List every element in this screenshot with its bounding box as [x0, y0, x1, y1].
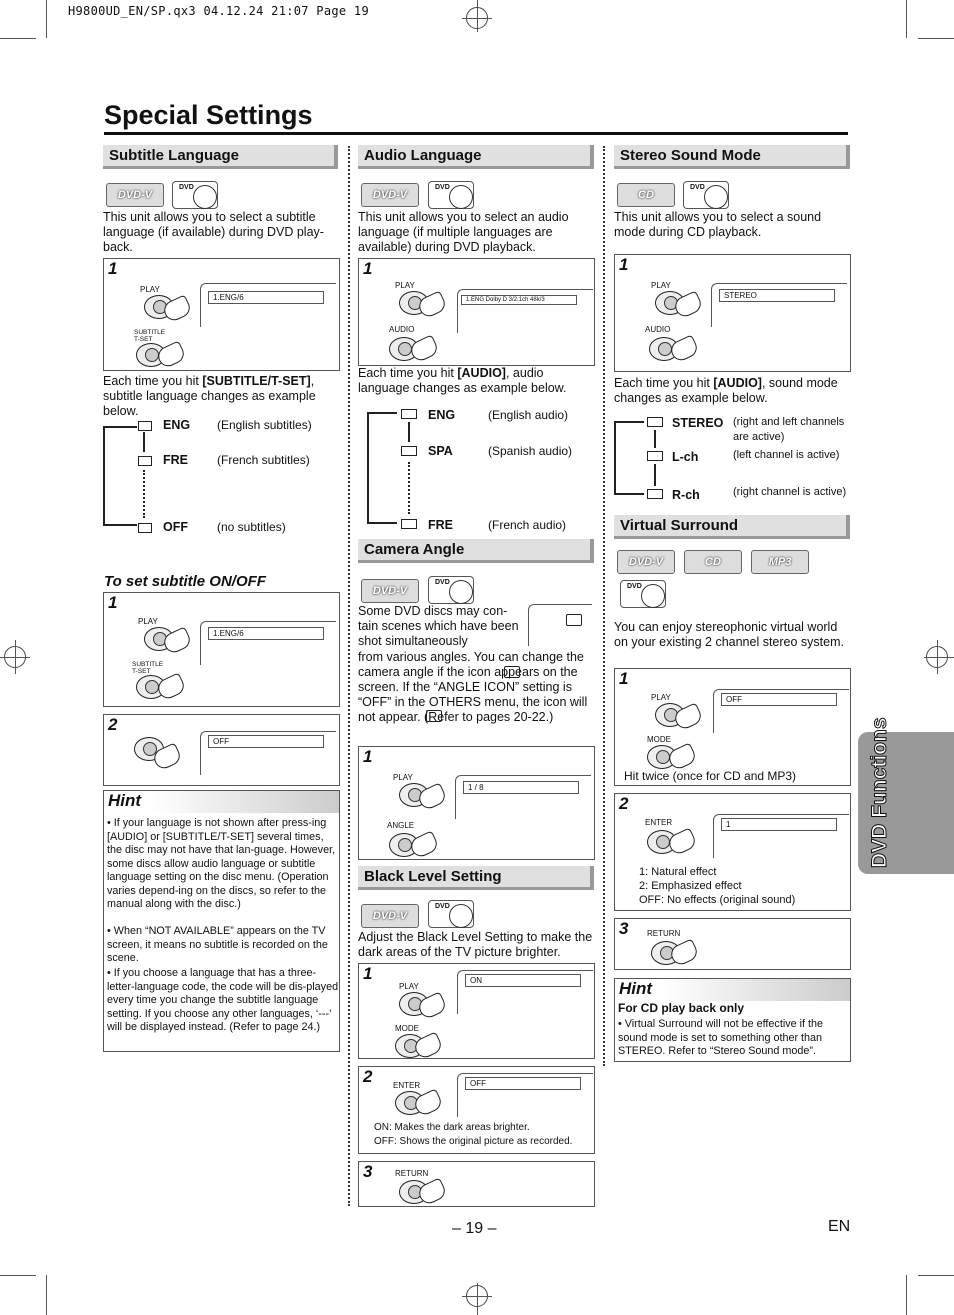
black-step2-panel [358, 1066, 595, 1154]
dvd-disc-icon: DVD [620, 580, 666, 608]
section-heading-virtual: Virtual Surround [614, 515, 850, 539]
note: 2: Emphasized effect [639, 880, 742, 892]
dvdv-badge: DVD-V [106, 183, 164, 207]
audio-label: AUDIO [389, 325, 415, 334]
camera-icon [426, 710, 442, 722]
camera-icon [566, 614, 582, 626]
virtual-step1-panel [614, 668, 851, 786]
tv-screen [200, 283, 336, 327]
dvd-disc-icon: DVD [428, 900, 474, 928]
audio-icon [647, 451, 663, 461]
camera-body: from various angles. You can change the camera angle if the icon appears on the screen. If the “ANGLE ICON” setting is “OFF” in the OTHERS menu, the icon will not appear. (Refer to pages 20-22.) [358, 650, 588, 724]
page-number: – 19 – [452, 1220, 497, 1237]
hint-title: Hint [104, 791, 339, 813]
step-number: 2 [108, 715, 118, 734]
osd-readout: 1 / 8 [463, 781, 579, 794]
audio-icon [401, 409, 417, 419]
subtitle-tset-label: SUBTITLE T-SET [132, 661, 164, 675]
play-label: PLAY [651, 693, 671, 702]
stereo-intro: This unit allows you to select a sound mode during CD playback. [614, 210, 822, 239]
continuation-dots [408, 462, 410, 514]
section-heading-stereo: Stereo Sound Mode [614, 145, 850, 169]
onoff-step1-panel [103, 592, 340, 707]
option-desc: (English audio) [488, 408, 569, 422]
osd-readout: OFF [721, 693, 837, 706]
note: ON: Makes the dark areas brighter. [374, 1122, 530, 1133]
note: Hit twice (once for CD and MP3) [624, 769, 797, 783]
osd-readout: 1.ENG/6 [208, 627, 324, 640]
note: OFF: Shows the original picture as recorded. [374, 1136, 573, 1147]
cd-badge: CD [684, 550, 742, 574]
tv-screen [528, 604, 592, 646]
camera-step1-panel [358, 746, 595, 860]
subtitle-hint-panel [103, 790, 340, 1052]
osd-readout: ON [465, 974, 581, 987]
option-code: ENG [428, 408, 456, 422]
hint-item: • If your language is not shown after press-ing [AUDIO] or [SUBTITLE/T-SET] several times, the disc may not have that lan-guage. However, some discs allow audio language or subtitle language setting on the disc menu. (Operation varies depend-ing on the discs, so refer to the manual along with the disc.) [107, 817, 336, 910]
step-number: 2 [619, 794, 629, 813]
enter-label: ENTER [645, 818, 673, 827]
option-code: STEREO [672, 416, 724, 430]
step-number: 1 [108, 593, 118, 612]
osd-readout: OFF [208, 735, 324, 748]
mode-label: MODE [647, 735, 671, 744]
dvd-disc-icon: DVD [683, 181, 729, 209]
virtual-step2-panel [614, 793, 851, 911]
section-heading-audio: Audio Language [358, 145, 594, 169]
osd-readout: OFF [465, 1077, 581, 1090]
hint-subtitle: For CD play back only [618, 1001, 745, 1015]
step-number: 1 [619, 669, 629, 688]
option-desc: (right and left channels are active) [733, 416, 845, 443]
title-rule [104, 132, 848, 135]
camera-icon [504, 666, 520, 678]
cd-badge: CD [617, 183, 675, 207]
virtual-step3-panel [614, 918, 851, 970]
down-arrow [654, 464, 656, 486]
dvdv-badge: DVD-V [361, 183, 419, 207]
option-desc: (no subtitles) [217, 520, 286, 534]
dvdv-badge: DVD-V [361, 904, 419, 928]
language-code: EN [828, 1218, 851, 1235]
dvd-disc-icon: DVD [428, 181, 474, 209]
option-code: SPA [428, 444, 453, 458]
cycle-arrow [614, 421, 644, 495]
play-label: PLAY [395, 281, 415, 290]
osd-readout: 1.ENG Dolby D 3/2.1ch 48k/3 [461, 295, 577, 305]
subtitle-intro: This unit allows you to select a subtitle language (if available) during DVD play-back. [103, 210, 324, 254]
hint-title: Hint [615, 979, 850, 1001]
option-code: FRE [428, 518, 453, 532]
option-desc: (French subtitles) [217, 453, 310, 467]
audio-icon [401, 446, 417, 456]
onoff-step2-panel [103, 714, 340, 786]
subtitle-tset-label: SUBTITLE T-SET [134, 329, 166, 343]
option-desc: (left channel is active) [733, 449, 840, 461]
option-code: R-ch [672, 488, 700, 502]
hint-item: • When “NOT AVAILABLE” appears on the TV screen, it means no subtitle is recorded on the scene. [107, 925, 328, 964]
virtual-intro: You can enjoy stereophonic virtual world on your existing 2 channel stereo system. [614, 620, 844, 649]
return-label: RETURN [647, 929, 681, 938]
dvdv-badge: DVD-V [617, 550, 675, 574]
continuation-dots [143, 470, 145, 518]
step-number: 3 [363, 1162, 373, 1181]
audio-label: AUDIO [645, 325, 671, 334]
audio-icon [647, 489, 663, 499]
black-step1-panel [358, 963, 595, 1059]
note: 1: Natural effect [639, 866, 717, 878]
play-label: PLAY [651, 281, 671, 290]
dvd-disc-icon: DVD [172, 181, 218, 209]
osd-readout: 1 [721, 818, 837, 831]
page-title: Special Settings [104, 100, 313, 130]
black-intro: Adjust the Black Level Setting to make the dark areas of the TV picture brighter. [358, 930, 593, 959]
mp3-badge: MP3 [751, 550, 809, 574]
subtitle-step1-panel [103, 258, 340, 371]
audio-step1-panel [358, 258, 595, 366]
option-desc: (English subtitles) [217, 418, 312, 432]
mode-label: MODE [395, 1024, 419, 1033]
osd-readout: 1.ENG/6 [208, 291, 324, 304]
section-heading-camera: Camera Angle [358, 539, 594, 563]
dvdv-badge: DVD-V [361, 579, 419, 603]
step-number: 1 [108, 259, 118, 278]
down-arrow [143, 432, 145, 452]
audio-icon [647, 417, 663, 427]
play-label: PLAY [399, 982, 419, 991]
play-label: PLAY [393, 773, 413, 782]
down-arrow [408, 422, 410, 442]
option-code: FRE [163, 453, 188, 467]
play-label: PLAY [138, 617, 158, 626]
dvd-disc-icon: DVD [428, 576, 474, 604]
step-number: 1 [363, 259, 373, 278]
step-number: 2 [363, 1067, 373, 1086]
option-desc: (French audio) [488, 518, 567, 532]
audio-icon [401, 519, 417, 529]
angle-label: ANGLE [387, 821, 415, 830]
stereo-step1-panel [614, 254, 851, 372]
stereo-body: Each time you hit [AUDIO], sound mode changes as example below. [614, 376, 838, 405]
step-number: 3 [619, 919, 629, 938]
option-desc: (right channel is active) [733, 486, 847, 498]
option-code: L-ch [672, 450, 699, 464]
camera-intro: Some DVD discs may con-tain scenes which have been shot simultaneously [358, 604, 519, 648]
virtual-hint-panel [614, 978, 851, 1062]
note: OFF: No effects (original sound) [639, 894, 796, 906]
audio-body: Each time you hit [AUDIO], audio language changes as example below. [358, 366, 567, 395]
step-number: 1 [363, 747, 373, 766]
subtitle-icon [138, 456, 152, 466]
enter-label: ENTER [393, 1081, 421, 1090]
audio-intro: This unit allows you to select an audio language (if multiple languages are available) during DVD playback. [358, 210, 569, 254]
column-divider [603, 146, 605, 1066]
option-desc: (Spanish audio) [488, 444, 573, 458]
return-label: RETURN [395, 1169, 429, 1178]
black-step3-panel [358, 1161, 595, 1207]
column-divider [348, 146, 350, 1206]
option-code: OFF [163, 520, 188, 534]
option-code: ENG [163, 418, 191, 432]
subtitle-icon [138, 523, 152, 533]
step-number: 1 [619, 255, 629, 274]
side-tab: DVD Functions [858, 732, 954, 874]
subtitle-icon [138, 421, 152, 431]
section-heading-subtitle: Subtitle Language [103, 145, 338, 169]
down-arrow [654, 430, 656, 448]
step-number: 1 [363, 964, 373, 983]
cycle-arrow [367, 412, 397, 524]
subtitle-onoff-heading: To set subtitle ON/OFF [104, 573, 266, 590]
hint-item: • Virtual Surround will not be effective if the sound mode is set to something other than STEREO. Refer to “Stereo Sound mode”. [618, 1018, 824, 1057]
cycle-arrow [103, 426, 137, 526]
section-heading-black-level: Black Level Setting [358, 866, 594, 890]
print-header: H9800UD_EN/SP.qx3 04.12.24 21:07 Page 19 [68, 4, 369, 18]
osd-readout: STEREO [719, 289, 835, 302]
play-label: PLAY [140, 285, 160, 294]
hint-item: • If you choose a language that has a three-letter-language code, the code will be dis-played every time you change the subtitle language setting. If you choose any other languages, ‘---’ will be displayed instead. (Refer to page 24.) [107, 967, 339, 1033]
subtitle-body: Each time you hit [SUBTITLE/T-SET], subtitle language changes as example below. [103, 374, 316, 418]
